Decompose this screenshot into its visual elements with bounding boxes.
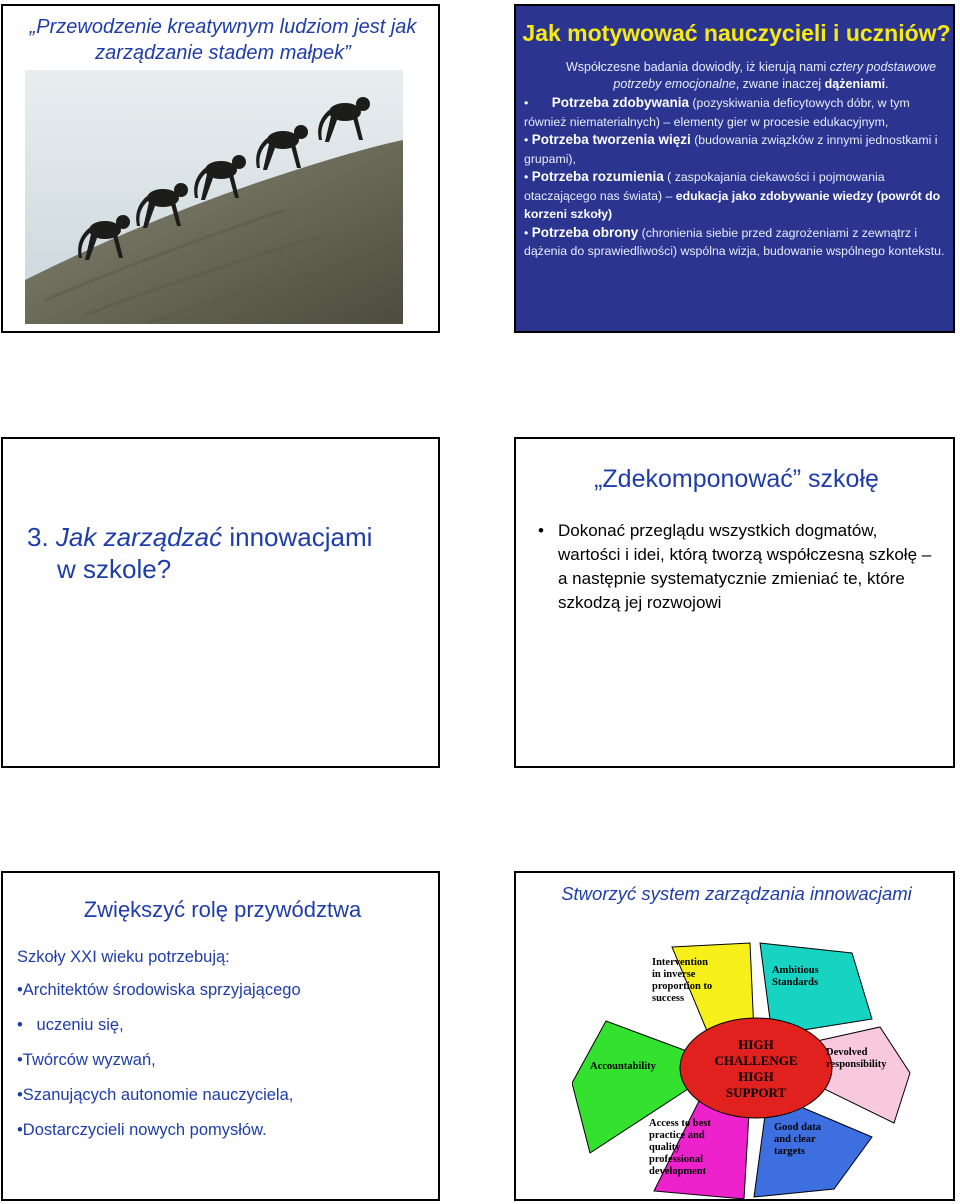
list-item — [524, 168, 949, 224]
needs-list — [524, 94, 949, 261]
item-text: ( zaspokajania ciekawości i pojmowania otaczającego nas świata) – — [524, 170, 885, 203]
slide-title: Jak motywować nauczycieli i uczniów? — [522, 20, 951, 46]
wedge-label: Access to best — [649, 1118, 711, 1129]
slide-title: „Zdekomponować” szkołę — [594, 465, 879, 493]
wedge-label: development — [649, 1166, 707, 1177]
center-label: CHALLENGE — [714, 1053, 798, 1068]
title-rest: innowacjami — [222, 522, 373, 552]
wedge-label: proportion to — [652, 981, 713, 992]
list-item: •Architektów środowiska sprzyjającego — [17, 981, 301, 999]
center-label: SUPPORT — [725, 1085, 787, 1100]
title-line-2: w szkole? — [57, 554, 172, 584]
item-heading: Potrzeba obrony — [531, 224, 639, 240]
intro-italic: cztery podstawowe potrzeby emocjonalne — [613, 60, 937, 91]
wedge-label: quality — [649, 1142, 681, 1153]
slide-innovation-question — [1, 437, 440, 768]
item-text: (budowania związków z innymi jednostkami i grupami), — [524, 133, 938, 166]
leaders-list — [17, 981, 301, 1156]
monkeys-photo — [25, 70, 403, 324]
title-number: 3. — [27, 522, 56, 552]
center-circle — [680, 1018, 832, 1118]
lead-text: Szkoły XXI wieku potrzebują: — [17, 948, 230, 966]
list-item: • uczeniu się, — [17, 1016, 124, 1034]
bullet-body: Dokonać przeglądu wszystkich dogmatów, wartości i idei, którą tworzą współczesną szkołę – a następnie systematycznie zmieniać te, które szkodzą jej rozwojowi — [558, 521, 932, 612]
wedge-label: Ambitious — [772, 965, 819, 976]
slide-title — [27, 521, 427, 585]
slide-leadership — [1, 871, 440, 1201]
wedge-label: responsibility — [826, 1059, 887, 1070]
item-emphasis: edukacja jako zdobywanie wiedzy (powrót do korzeni szkoły) — [524, 188, 941, 221]
wedge-label: targets — [774, 1146, 805, 1157]
item-heading: Potrzeba zdobywania — [551, 95, 690, 110]
wedge-label: in inverse — [652, 969, 696, 980]
slide-title: Zwiększyć rolę przywództwa — [83, 897, 362, 922]
wedge-label: professional — [649, 1154, 704, 1165]
slide-innovation-system — [514, 871, 955, 1201]
wedge-label: Intervention — [652, 957, 708, 968]
wedge-label: success — [652, 993, 685, 1004]
item-text: (chronienia siebie przed zagrożeniami z zewnątrz i dążenia do sprawiedliwości) wspólna wizja, budowanie wspólnego kontekstu. — [524, 225, 945, 258]
item-text: (pozyskiwania deficytowych dóbr, w tym również niematerialnych) – elementy gier w procesie edukacyjnym, — [524, 96, 910, 129]
slide-monkeys — [1, 4, 440, 333]
slide-decompose — [514, 437, 955, 768]
wedge-label: practice and — [649, 1130, 705, 1141]
wedge-label: Devolved — [826, 1047, 868, 1058]
intro-part: . — [885, 77, 889, 91]
title-line-2: zarządzanie stadem małpek” — [95, 42, 351, 64]
bullet-text — [538, 519, 938, 615]
title-italic: Jak zarządzać — [55, 522, 223, 552]
wedge-label: Good data — [774, 1122, 821, 1133]
bullet-icon: • — [538, 521, 544, 540]
wedge-label: Accountability — [590, 1061, 656, 1072]
slide-title — [13, 14, 433, 66]
intro-part: Współczesne badania dowiodły, iż kierują nami — [565, 60, 830, 74]
intro-bold: dążeniami — [824, 77, 886, 91]
item-heading: Potrzeba rozumienia — [531, 169, 664, 184]
list-item — [524, 94, 949, 131]
wedge-label: Standards — [772, 977, 819, 988]
innovation-wheel-diagram — [572, 923, 912, 1201]
slide-title: Stworzyć system zarządzania innowacjami — [561, 883, 912, 904]
title-line-1: „Przewodzenie kreatywnym ludziom jest jak — [29, 16, 417, 38]
slide-motivation — [514, 4, 955, 333]
list-item: •Szanujących autonomie nauczyciela, — [17, 1086, 294, 1104]
item-heading: Potrzeba tworzenia więzi — [531, 132, 691, 147]
center-label: HIGH — [738, 1037, 774, 1052]
list-item: •Twórców wyzwań, — [17, 1051, 156, 1069]
wedge-label: and clear — [774, 1134, 816, 1145]
list-item — [524, 131, 949, 168]
center-label: HIGH — [738, 1069, 774, 1084]
list-item — [524, 224, 949, 261]
intro-text — [556, 59, 946, 93]
intro-part: , zwane inaczej — [735, 77, 825, 91]
list-item: •Dostarczycieli nowych pomysłów. — [17, 1121, 267, 1139]
